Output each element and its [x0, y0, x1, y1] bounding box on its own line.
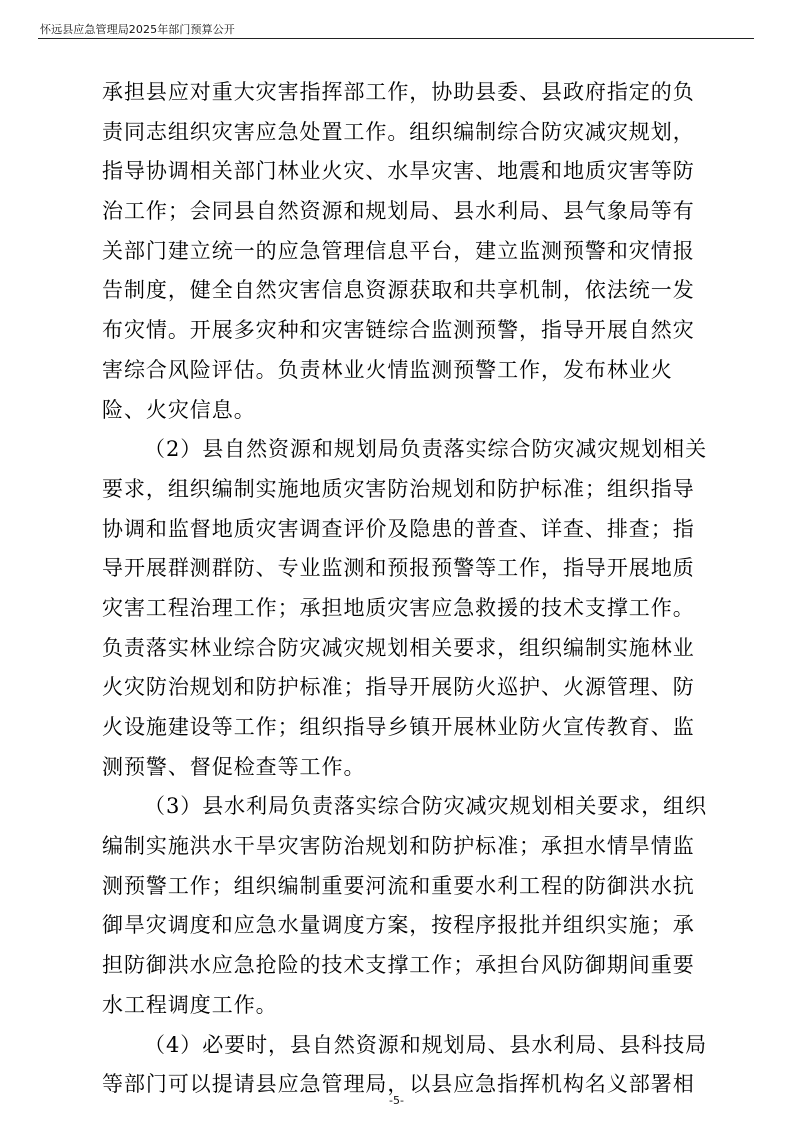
body-line: 火灾防治规划和防护标准；指导开展防火巡护、火源管理、防 [102, 675, 695, 700]
body-line: 灾害工程治理工作；承担地质灾害应急救援的技术支撑工作。 [102, 595, 695, 620]
body-line: 火设施建设等工作；组织指导乡镇开展林业防火宣传教育、监 [102, 715, 695, 739]
paragraph-start-line: （3）县水利局负责落实综合防灾减灾规划相关要求，组织 [144, 794, 708, 819]
body-line: 告制度，健全自然灾害信息资源获取和共享机制，依法统一发 [102, 278, 695, 303]
body-line: 编制实施洪水干旱灾害防治规划和防护标准；承担水情旱情监 [102, 834, 695, 859]
body-line: 害综合风险评估。负责林业火情监测预警工作，发布林业火 [102, 357, 673, 382]
body-line: 险、火灾信息。 [102, 397, 256, 422]
body-line: 等部门可以提请县应急管理局，以县应急指挥机构名义部署相 [102, 1072, 695, 1097]
page-number: -5- [389, 1094, 404, 1107]
body-line: 责同志组织灾害应急处置工作。组织编制综合防灾减灾规划， [102, 119, 695, 144]
body-line: 关部门建立统一的应急管理信息平台，建立监测预警和灾情报 [102, 238, 695, 263]
body-line: 治工作；会同县自然资源和规划局、县水利局、县气象局等有 [102, 199, 695, 224]
body-line: 承担县应对重大灾害指挥部工作，协助县委、县政府指定的负 [102, 80, 695, 104]
body-line: 测预警、督促检查等工作。 [102, 754, 366, 779]
body-line: 担防御洪水应急抢险的技术支撑工作；承担台风防御期间重要 [102, 953, 695, 978]
header-divider [38, 38, 754, 39]
body-line: 御旱灾调度和应急水量调度方案，按程序报批并组织实施；承 [102, 913, 695, 938]
document-body [102, 73, 708, 1105]
body-line: 要求，组织编制实施地质灾害防治规划和防护标准；组织指导 [102, 476, 695, 501]
body-line: 测预警工作；组织编制重要河流和重要水利工程的防御洪水抗 [102, 873, 695, 898]
body-line: 导开展群测群防、专业监测和预报预警等工作，指导开展地质 [102, 556, 695, 581]
page-header-title: 怀远县应急管理局2025年部门预算公开 [40, 23, 235, 36]
body-line: 水工程调度工作。 [102, 992, 278, 1017]
paragraph-start-line: （2）县自然资源和规划局负责落实综合防灾减灾规划相关 [144, 437, 708, 462]
paragraph-start-line: （4）必要时，县自然资源和规划局、县水利局、县科技局 [144, 1032, 708, 1057]
body-line: 负责落实林业综合防灾减灾规划相关要求，组织编制实施林业 [102, 635, 695, 660]
body-line: 布灾情。开展多灾种和灾害链综合监测预警，指导开展自然灾 [102, 318, 695, 343]
body-line: 协调和监督地质灾害调查评价及隐患的普查、详查、排查；指 [102, 516, 695, 541]
body-line: 指导协调相关部门林业火灾、水旱灾害、地震和地质灾害等防 [102, 159, 695, 184]
